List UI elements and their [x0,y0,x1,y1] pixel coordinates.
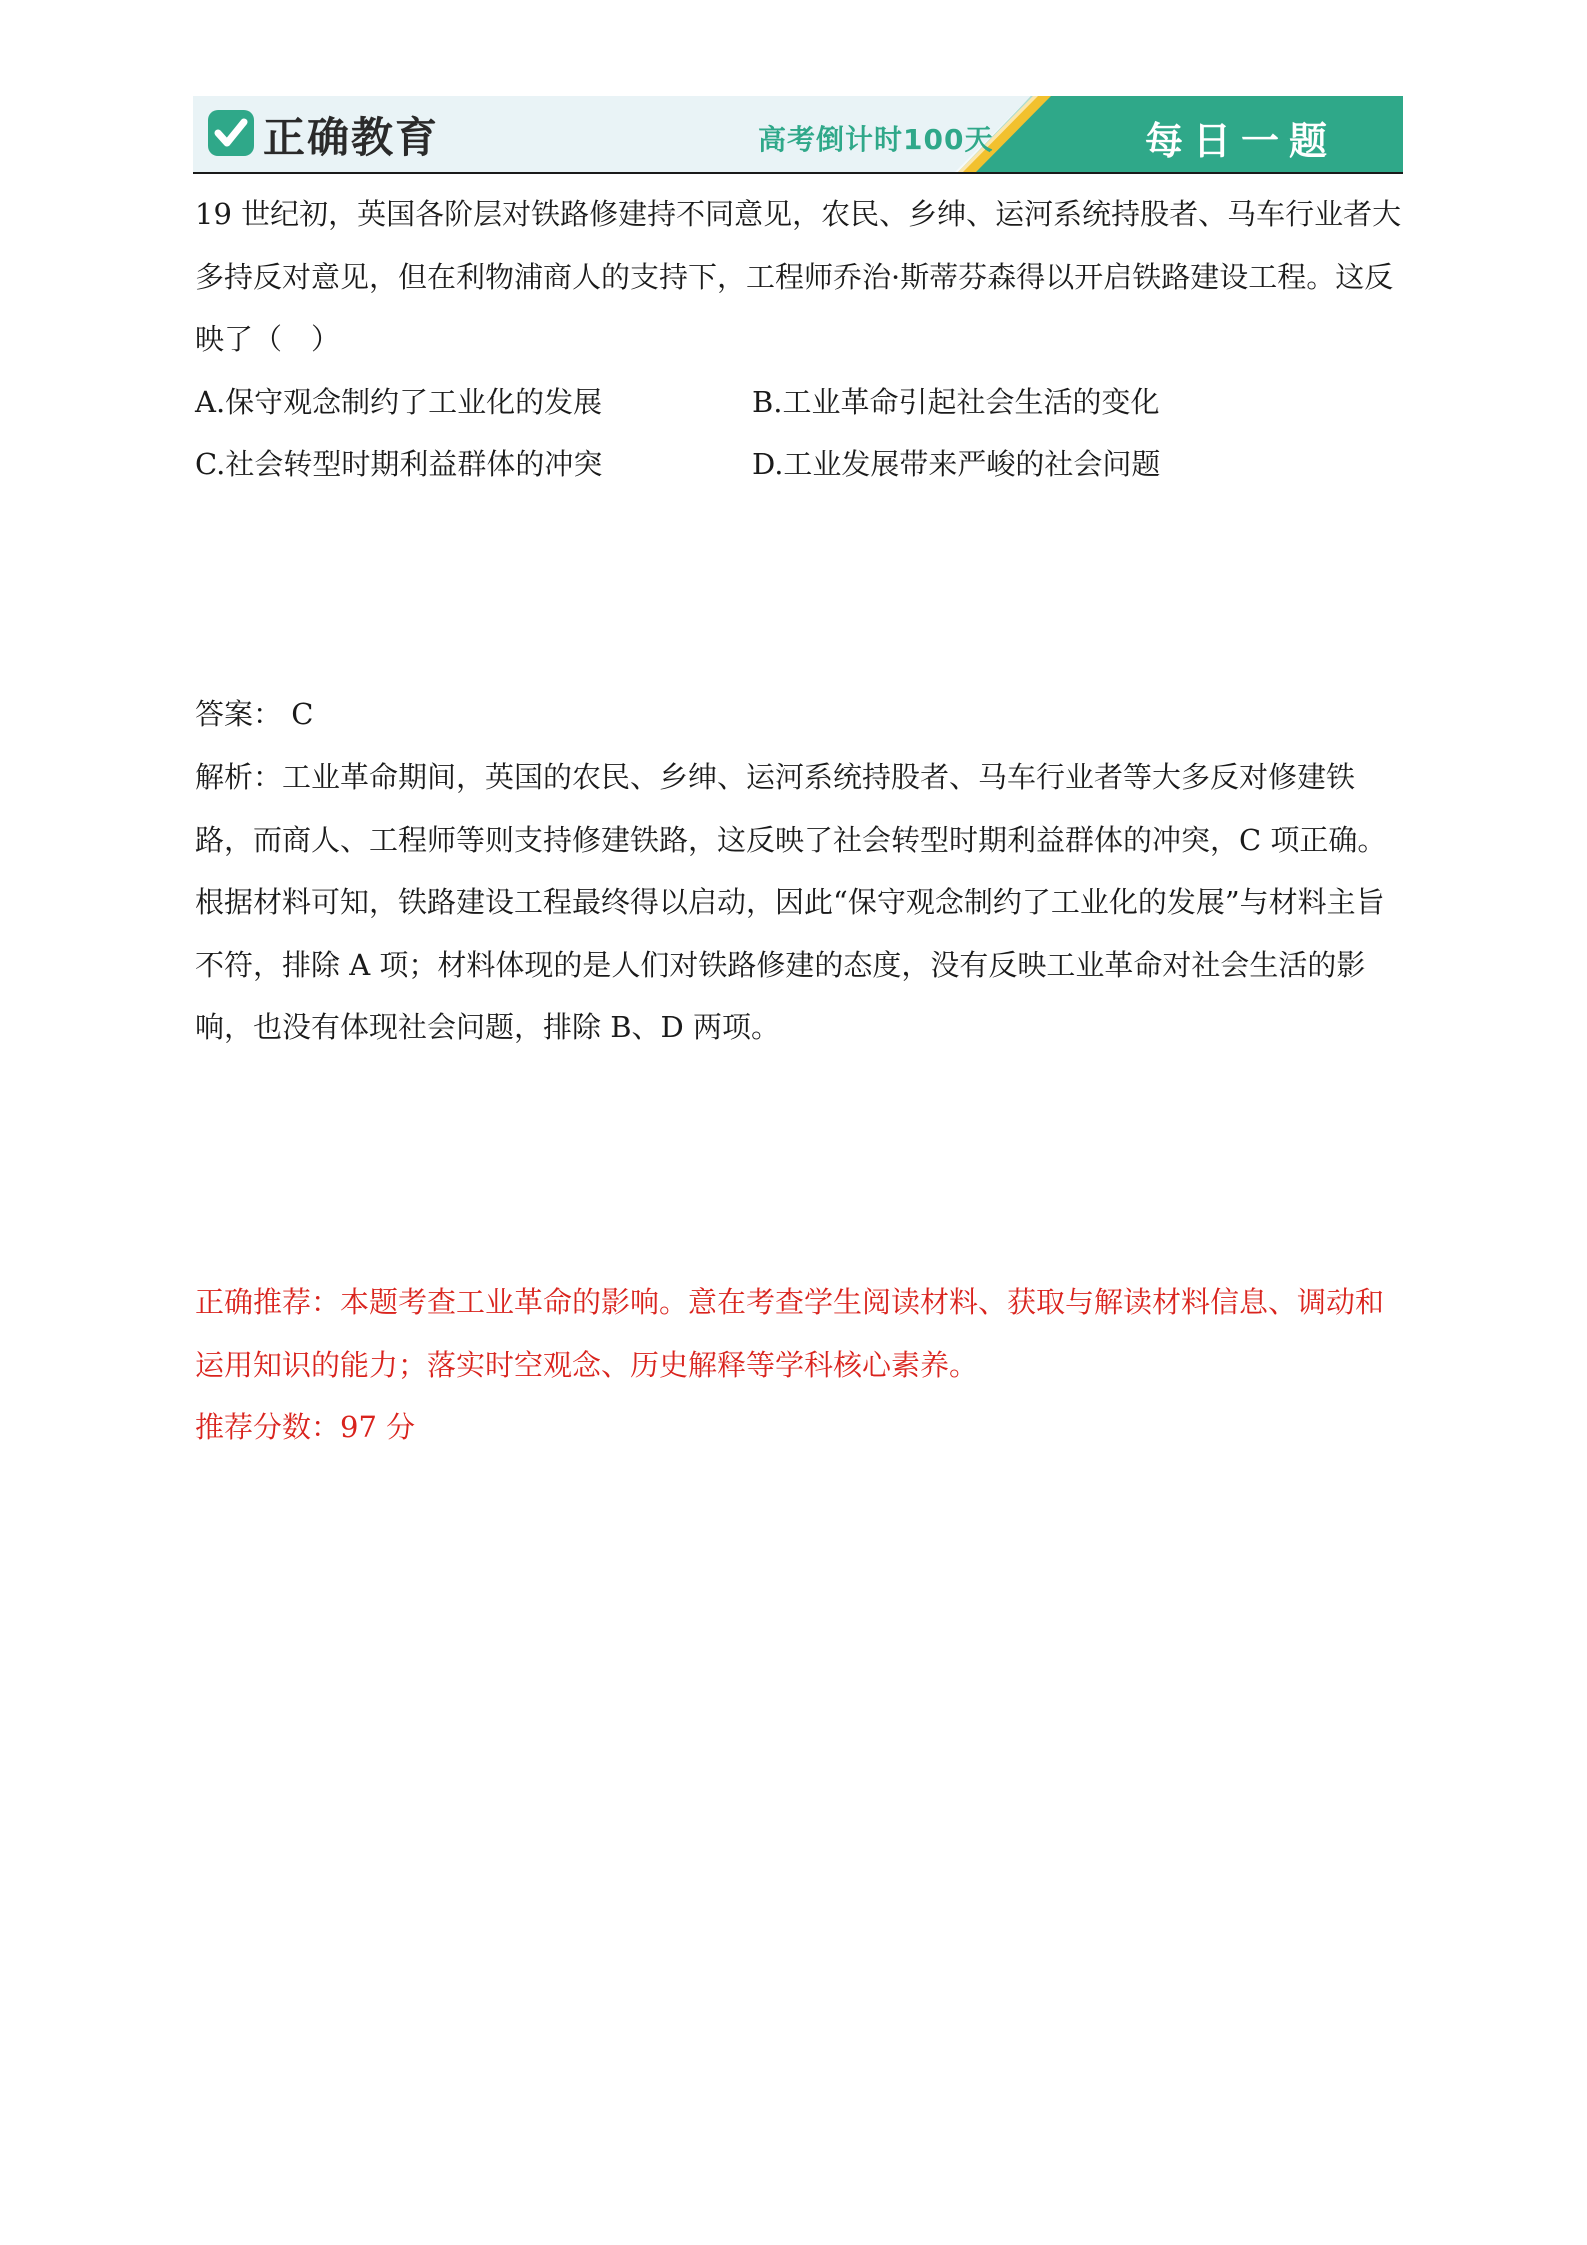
answer-line: 答案： C [195,697,314,731]
analysis-text: 解析：工业革命期间，英国的农民、乡绅、运河系统持股者、马车行业者等大多反对修建铁路，而商人、工程师等则支持修建铁路，这反映了社会转型时期利益群体的冲突，C 项正确。根据材料可知，铁路建设工程最终得以启动，因此“保守观念制约了工业化的发展”与材料主旨不符，排除 A 项；材料体现的是人们对铁路修建的态度，没有反映工业革命对社会生活的影响，也没有体现社会问题，排除 B、D 两项。 [195,760,1387,1044]
brand-name: 正确教育 [263,113,440,162]
option-b: B.工业革命引起社会生活的变化 [752,385,1160,419]
question-stem: 19 世纪初，英国各阶层对铁路修建持不同意见，农民、乡绅、运河系统持股者、马车行业者大多持反对意见，但在利物浦商人的支持下，工程师乔治·斯蒂芬森得以开启铁路建设工程。这反映了（ ） [195,197,1402,356]
countdown-label: 高考倒计时100天 [758,123,994,156]
recommendation-text: 正确推荐：本题考查工业革命的影响。意在考查学生阅读材料、获取与解读材料信息、调动和运用知识的能力；落实时空观念、历史解释等学科核心素养。 [195,1285,1385,1382]
option-c: C.社会转型时期利益群体的冲突 [195,447,603,481]
check-logo-icon [207,109,255,157]
header-divider [193,172,1403,174]
daily-question-label: 每日一题 [1145,119,1338,163]
header-banner [193,96,1403,172]
recommended-score: 推荐分数：97 分 [195,1410,416,1444]
option-d: D.工业发展带来严峻的社会问题 [752,447,1161,481]
option-a: A.保守观念制约了工业化的发展 [195,385,603,419]
